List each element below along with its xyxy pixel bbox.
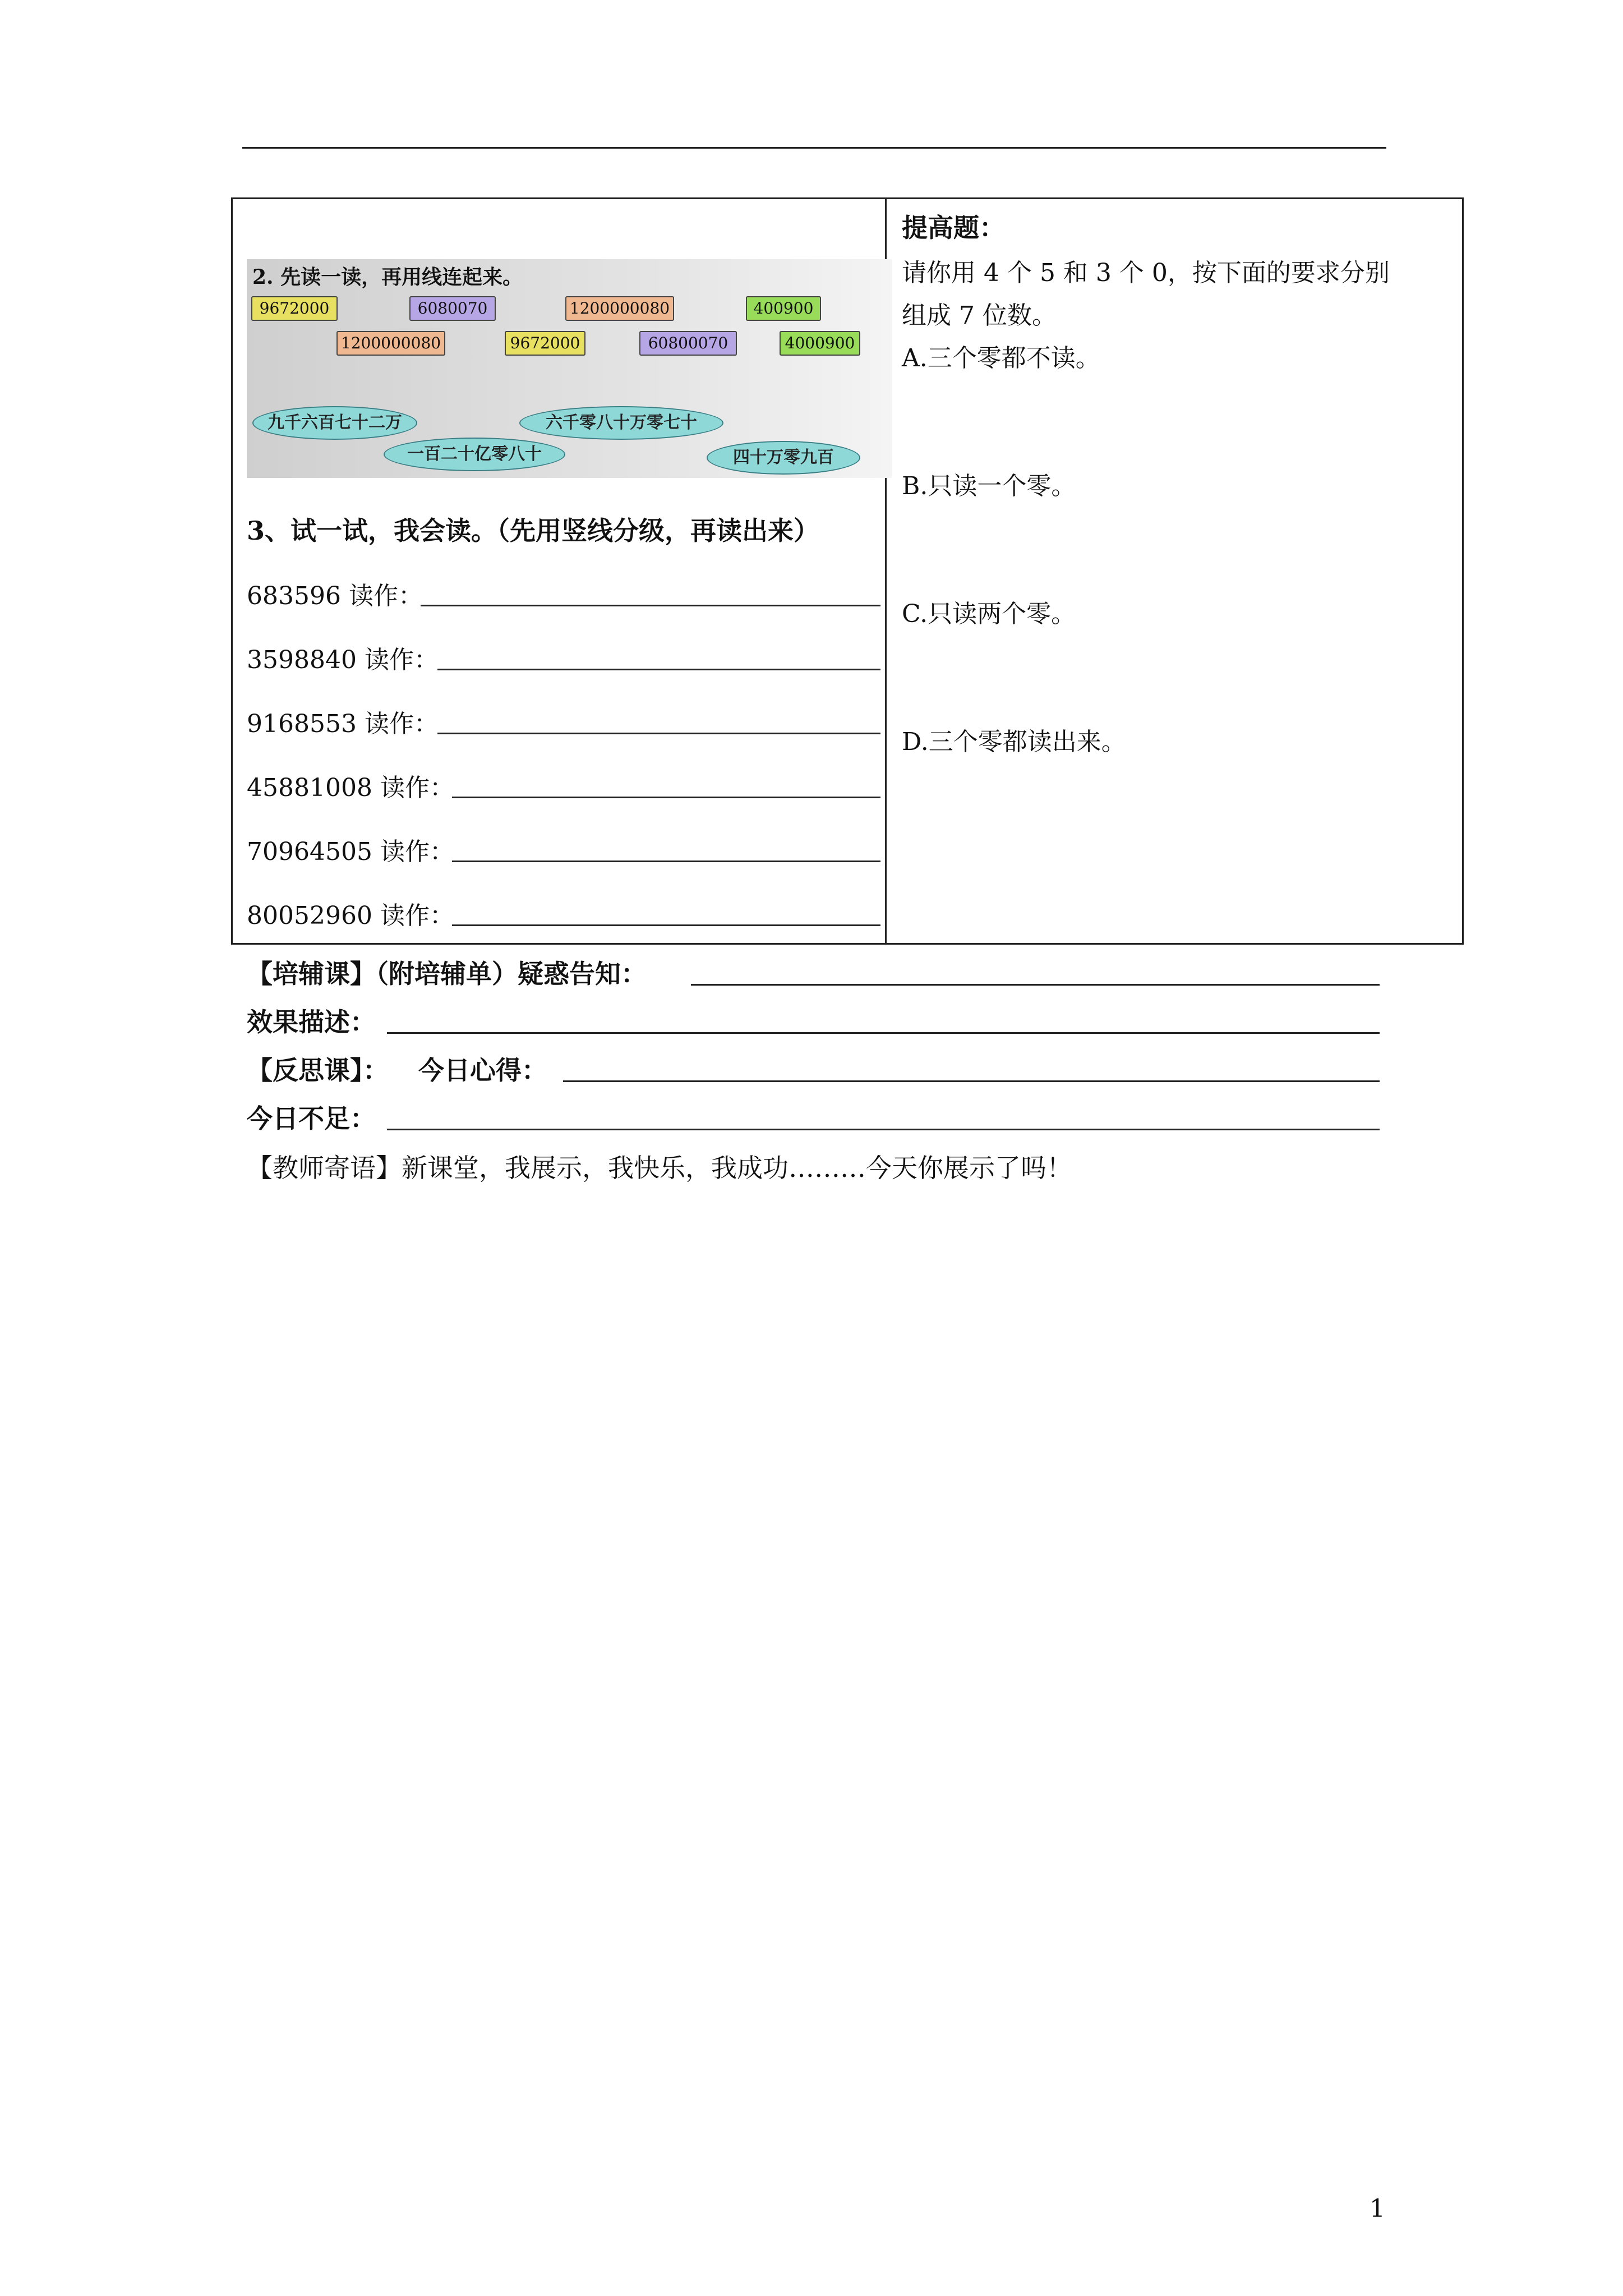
option-b: B.只读一个零。	[902, 472, 1076, 500]
reading-row-label: 70964505 读作：	[247, 838, 454, 866]
number-box: 9672000	[251, 296, 338, 321]
tutoring-doubts-label: 【培辅课】（附培辅单）疑惑告知：	[247, 959, 647, 989]
word-oval: 四十万零九百	[707, 441, 860, 475]
number-box: 6080070	[409, 296, 496, 321]
answer-line[interactable]	[452, 924, 880, 926]
option-c: C.只读两个零。	[902, 600, 1076, 628]
reading-row-label: 683596 读作：	[247, 582, 423, 610]
extension-intro-line-2: 组成 7 位数。	[902, 301, 1057, 330]
number-box: 4000900	[780, 331, 860, 356]
header-rule	[242, 147, 1386, 149]
number-box: 60800070	[639, 331, 737, 356]
reading-row-label: 45881008 读作：	[247, 774, 454, 802]
number-box: 1200000080	[565, 296, 674, 321]
today-shortcomings-label: 今日不足：	[247, 1103, 376, 1134]
option-d: D.三个零都读出来。	[902, 728, 1126, 756]
answer-line[interactable]	[437, 733, 880, 734]
extension-intro-line-1: 请你用 4 个 5 和 3 个 0，按下面的要求分别	[902, 259, 1390, 287]
page-number: 1	[1370, 2194, 1385, 2223]
word-oval: 六千零八十万零七十	[519, 406, 723, 440]
word-oval: 九千六百七十二万	[252, 406, 417, 440]
word-oval: 一百二十亿零八十	[384, 438, 565, 471]
number-box: 1200000080	[336, 331, 445, 356]
today-insights-line[interactable]	[563, 1080, 1380, 1082]
effect-description-label: 效果描述：	[247, 1007, 376, 1037]
today-insights-label: 今日心得：	[418, 1055, 547, 1085]
matching-exercise-image	[247, 259, 892, 478]
option-a: A.三个零都不读。	[902, 344, 1100, 372]
reading-row-label: 3598840 读作：	[247, 646, 439, 674]
effect-description-line[interactable]	[387, 1032, 1380, 1034]
question-3-title: 3、试一试，我会读。（先用竖线分级，再读出来）	[247, 516, 820, 546]
reading-row-label: 9168553 读作：	[247, 710, 439, 738]
answer-line[interactable]	[452, 797, 880, 798]
answer-line[interactable]	[421, 605, 880, 606]
exercise-image-title: 2. 先读一读，再用线连起来。	[252, 265, 523, 289]
teacher-message: 【教师寄语】新课堂，我展示，我快乐，我成功………今天你展示了吗！	[247, 1153, 1072, 1183]
tutoring-doubts-line[interactable]	[691, 984, 1380, 986]
extension-question-title: 提高题：	[902, 213, 1005, 243]
answer-line[interactable]	[452, 861, 880, 862]
reading-row-label: 80052960 读作：	[247, 901, 454, 930]
reflection-label: 【反思课】：	[247, 1055, 389, 1085]
today-shortcomings-line[interactable]	[387, 1129, 1380, 1130]
number-box: 9672000	[505, 331, 585, 356]
number-box: 400900	[746, 296, 821, 321]
answer-line[interactable]	[437, 669, 880, 670]
